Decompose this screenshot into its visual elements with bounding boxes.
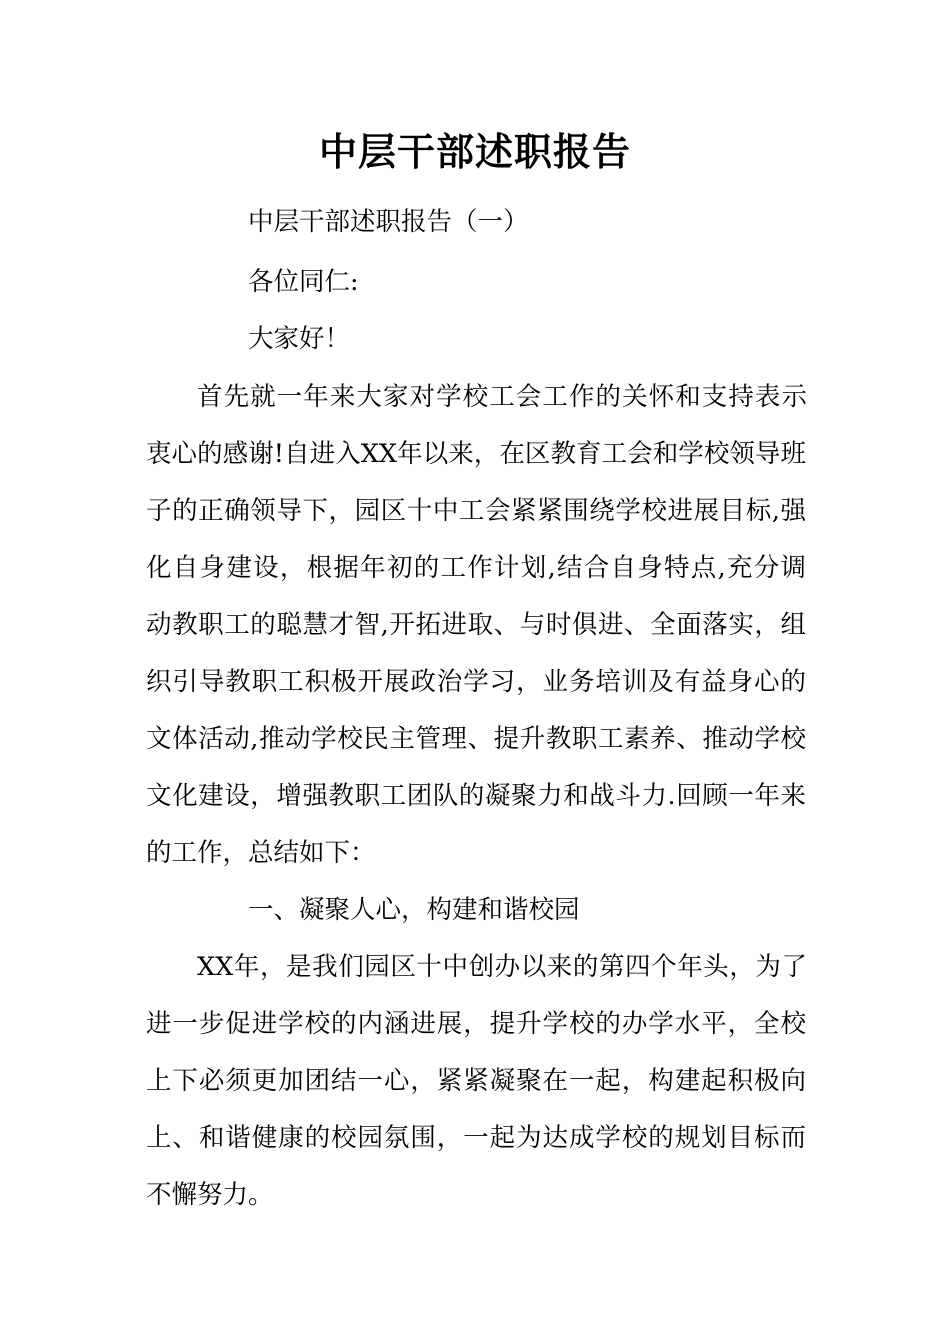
paragraph-line: 上下必须更加团结一心，紧紧凝聚在一起，构建起积极向 xyxy=(146,1066,806,1096)
section-heading: 一、凝聚人心，构建和谐校园 xyxy=(248,895,580,925)
paragraph-line: 子的正确领导下，园区十中工会紧紧围绕学校进展目标,强 xyxy=(146,496,806,526)
paragraph-line: 衷心的感谢!自进入XX年以来，在区教育工会和学校领导班 xyxy=(146,439,806,469)
paragraph-line: 动教职工的聪慧才智,开拓进取、与时俱进、全面落实，组 xyxy=(146,610,806,640)
document-subtitle: 中层干部述职报告（一） xyxy=(248,207,529,237)
paragraph-line: 上、和谐健康的校园氛围，一起为达成学校的规划目标而 xyxy=(146,1123,806,1153)
paragraph-line: 化自身建设，根据年初的工作计划,结合自身特点,充分调 xyxy=(146,553,806,583)
salutation: 各位同仁: xyxy=(248,267,359,297)
paragraph-line: 首先就一年来大家对学校工会工作的关怀和支持表示 xyxy=(197,382,807,412)
paragraph-line: 文体活动,推动学校民主管理、提升教职工素养、推动学校 xyxy=(146,724,806,754)
greeting: 大家好！ xyxy=(248,324,351,354)
document-title: 中层干部述职报告 xyxy=(318,129,631,174)
paragraph-line: 进一步促进学校的内涵进展，提升学校的办学水平，全校 xyxy=(146,1009,806,1039)
paragraph-line: XX年，是我们园区十中创办以来的第四个年头，为了 xyxy=(197,952,807,982)
paragraph-line: 不懈努力。 xyxy=(146,1180,274,1210)
paragraph-line: 织引导教职工积极开展政治学习，业务培训及有益身心的 xyxy=(146,667,806,697)
paragraph-line: 文化建设，增强教职工团队的凝聚力和战斗力.回顾一年来 xyxy=(146,781,806,811)
paragraph-line: 的工作，总结如下： xyxy=(146,838,376,868)
